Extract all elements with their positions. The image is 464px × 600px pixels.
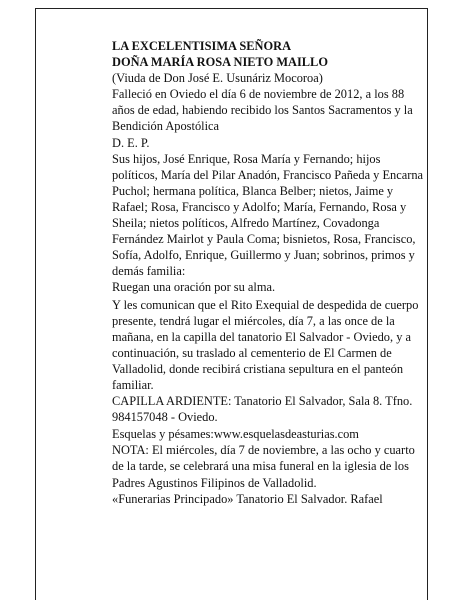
funeral-home-line: «Funerarias Principado» Tanatorio El Salvador. Rafael (112, 491, 383, 506)
chapel-info: CAPILLA ARDIENTE: Tanatorio El Salvador, Sala 8. Tfno. 984157048 - Oviedo. (112, 394, 413, 425)
widow-subtitle: (Viuda de Don José E. Usunáriz Mocoroa) (112, 71, 323, 86)
death-notice: Falleció en Oviedo el día 6 de noviembre de 2012, a los 88 años de edad, habiendo recibido los Santos Sacramentos y la Bendición Apostólica (112, 87, 413, 134)
funeral-mass-note: NOTA: El miércoles, día 7 de noviembre, a las ocho y cuarto de la tarde, se celebrará una misa funeral en la iglesia de los Padres Agustinos Filipinos de Valladolid. (112, 443, 415, 490)
family-list: Sus hijos, José Enrique, Rosa María y Fernando; hijos políticos, María del Pilar Anadón, Francisco Pañeda y Encarna Puchol; hermana política, Blanca Belber; nietos, Jaime y Rafael; Rosa, Francisco y Adolfo; María, Fernando, Rosa y Sheila; nietos políticos, Alfredo Martínez, Covadonga Fernández Mairlot y Paula Coma; bisnietos, Rosa, Francisco, Sofía, Adolfo, Enrique, Guillermo y Juan; sobrinos, primos y demás familia: (112, 151, 424, 279)
obituary-notice (112, 38, 428, 507)
prayer-line: Ruegan una oración por su alma. (112, 280, 276, 295)
funeral-details: Y les comunican que el Rito Exequial de despedida de cuerpo presente, tendrá lugar el miércoles, día 7, a las once de la mañana, en la capilla del tanatorio El Salvador - Oviedo, y a continuación, su traslado al cementerio de El Carmen de Valladolid, donde recibirá cristiana sepultura en el panteón familiar. (112, 297, 419, 392)
condolences-line: Esquelas y pésames:www.esquelasdeasturias.com (112, 427, 359, 442)
dep-line: D. E. P. (112, 135, 150, 150)
title-line-2: DOÑA MARÍA ROSA NIETO MAILLO (112, 55, 328, 70)
title-line-1: LA EXCELENTISIMA SEÑORA (112, 39, 292, 53)
